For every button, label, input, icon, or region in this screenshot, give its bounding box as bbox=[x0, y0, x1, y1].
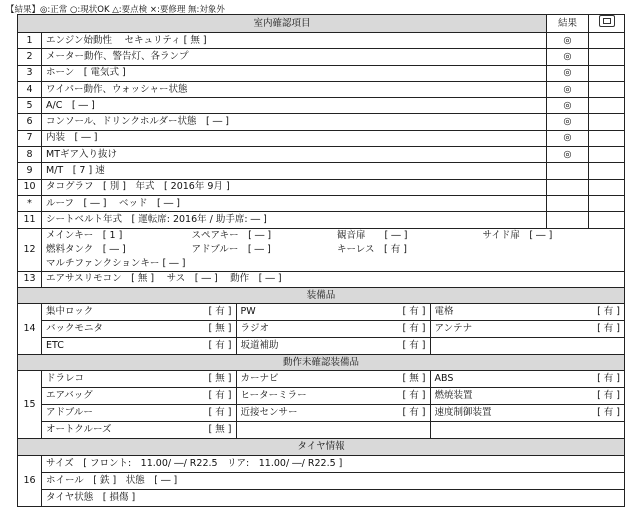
equipment-name: ETC bbox=[46, 340, 64, 352]
item-note bbox=[589, 195, 625, 211]
keys-entry: 燃料タンク [ ― ] bbox=[46, 243, 126, 255]
tire-line: タイヤ状態 [ 損傷 ] bbox=[42, 489, 624, 506]
item-result bbox=[547, 212, 589, 228]
equipment-status: [ 有 ] bbox=[597, 390, 621, 402]
item-number: 14 bbox=[18, 304, 42, 355]
equipment-status: [ 有 ] bbox=[208, 407, 232, 419]
keys-entry bbox=[479, 243, 625, 257]
item-number: 5 bbox=[18, 98, 42, 114]
equipment-entry bbox=[430, 371, 624, 388]
equipment-status: [ 有 ] bbox=[597, 373, 621, 385]
result-header: 結果 bbox=[547, 15, 589, 33]
equipment-name: アドブルー bbox=[46, 407, 93, 419]
equipment-status: [ 有 ] bbox=[597, 306, 621, 318]
item-row bbox=[18, 33, 625, 49]
tire-line: ホイール [ 鉄 ] 状態 [ ― ] bbox=[42, 472, 624, 489]
keys-entry: アドブルー [ ― ] bbox=[191, 243, 271, 255]
item-result: ◎ bbox=[547, 114, 589, 130]
equipment-name: ABS bbox=[434, 373, 454, 385]
equipment-name: 集中ロック bbox=[46, 306, 94, 318]
item-text: エンジン始動性 セキュリティ [ 無 ] bbox=[42, 33, 547, 49]
item-number: * bbox=[18, 195, 42, 211]
equipment-entry bbox=[42, 388, 236, 405]
equipment-entry bbox=[236, 338, 430, 355]
item-text: シートベルト年式 [ 運転席: 2016年 / 助手席: ― ] bbox=[42, 212, 547, 228]
item-note bbox=[589, 163, 625, 179]
tire-cell bbox=[42, 455, 625, 506]
equipment-name: ラジオ bbox=[240, 323, 270, 335]
item-row bbox=[18, 147, 625, 163]
keys-entry: メインキー [ 1 ] bbox=[46, 229, 123, 241]
item-result: ◎ bbox=[547, 147, 589, 163]
item-result: ◎ bbox=[547, 81, 589, 97]
keys-entry: 観音扉 [ ― ] bbox=[337, 229, 408, 241]
equipment-entry bbox=[236, 405, 430, 422]
item-result: ◎ bbox=[547, 33, 589, 49]
equipment-entry bbox=[430, 321, 624, 338]
equipment-name: 燃焼装置 bbox=[434, 390, 473, 402]
item-row bbox=[18, 130, 625, 146]
item-number: 2 bbox=[18, 49, 42, 65]
keys-entry: キーレス [ 有 ] bbox=[337, 243, 407, 255]
item-row bbox=[18, 114, 625, 130]
item-note bbox=[589, 49, 625, 65]
keys-entry: サイド扉 [ ― ] bbox=[482, 229, 553, 241]
equipment-status: [ 有 ] bbox=[402, 306, 426, 318]
tire-line: サイズ [ フロント: 11.00/ ―/ R22.5 リア: 11.00/ ―/ R22.5 ] bbox=[46, 457, 343, 469]
equipment-name: アンテナ bbox=[434, 323, 473, 335]
item-row-keys bbox=[18, 228, 625, 271]
item-note bbox=[589, 147, 625, 163]
equipment-entry bbox=[42, 338, 236, 355]
item-text: タコグラフ [ 別 ] 年式 [ 2016年 9月 ] bbox=[42, 179, 547, 195]
item-text: MTギア入り抜け bbox=[42, 147, 547, 163]
section-header-equipment bbox=[18, 287, 625, 303]
item-result: ◎ bbox=[547, 130, 589, 146]
item-text: ホーン [ 電気式 ] bbox=[42, 65, 547, 81]
section-title: 動作未確認装備品 bbox=[18, 355, 625, 371]
equipment-status: [ 無 ] bbox=[208, 424, 232, 436]
item-number: 11 bbox=[18, 212, 42, 228]
item-number: 4 bbox=[18, 81, 42, 97]
equipment-status: [ 有 ] bbox=[402, 407, 426, 419]
equipment-name: バックモニタ bbox=[46, 323, 104, 335]
item-result bbox=[547, 163, 589, 179]
item-text: ワイパー動作、ウォッシャー状態 bbox=[42, 81, 547, 97]
item-result bbox=[547, 179, 589, 195]
equipment-entry bbox=[42, 304, 236, 321]
item-row bbox=[18, 212, 625, 228]
inspection-sheet bbox=[17, 14, 625, 507]
item-text: 内装 [ ― ] bbox=[42, 130, 547, 146]
equipment-status: [ 無 ] bbox=[402, 373, 426, 385]
item-number: 3 bbox=[18, 65, 42, 81]
equipment-name: ヒーターミラー bbox=[240, 390, 307, 402]
equipment-status: [ 有 ] bbox=[402, 340, 426, 352]
equipment-status: [ 有 ] bbox=[208, 390, 232, 402]
equipment-entry bbox=[236, 304, 430, 321]
item-row bbox=[18, 98, 625, 114]
item-number: 10 bbox=[18, 179, 42, 195]
equipment-entry bbox=[430, 405, 624, 422]
item-text: エアサスリモコン [ 無 ] サス [ ― ] 動作 [ ― ] bbox=[42, 271, 625, 287]
equipment-entry bbox=[42, 321, 236, 338]
equipment-status: [ 有 ] bbox=[597, 407, 621, 419]
unconfirmed-row bbox=[18, 371, 625, 439]
item-text: M/T [ 7 ] 速 bbox=[42, 163, 547, 179]
equipment-entry bbox=[236, 422, 430, 439]
item-note bbox=[589, 179, 625, 195]
item-row bbox=[18, 163, 625, 179]
equipment-entry bbox=[430, 422, 624, 439]
section-header-interior bbox=[18, 15, 625, 33]
equipment-status: [ 有 ] bbox=[402, 390, 426, 402]
equipment-name: エアバッグ bbox=[46, 390, 93, 402]
tire-row bbox=[18, 455, 625, 506]
equipment-name: PW bbox=[240, 306, 256, 318]
section-title: 装備品 bbox=[18, 287, 625, 303]
keys-entry bbox=[479, 257, 625, 271]
copy-icon[interactable] bbox=[589, 15, 625, 33]
item-note bbox=[589, 114, 625, 130]
equipment-name: 速度制御装置 bbox=[434, 407, 492, 419]
equipment-name: 近接センサー bbox=[240, 407, 298, 419]
result-legend: 【結果】◎:正常 ○:現状OK △:要点検 ×:要修理 無:対象外 bbox=[6, 5, 225, 15]
item-number: 8 bbox=[18, 147, 42, 163]
item-result: ◎ bbox=[547, 98, 589, 114]
equipment-status: [ 有 ] bbox=[208, 306, 232, 318]
item-number: 16 bbox=[18, 455, 42, 506]
equipment-status: [ 有 ] bbox=[208, 340, 232, 352]
equipment-name: 坂道補助 bbox=[240, 340, 279, 352]
item-number: 15 bbox=[18, 371, 42, 439]
section-header-tire bbox=[18, 439, 625, 455]
item-number: 1 bbox=[18, 33, 42, 49]
equipment-status: [ 無 ] bbox=[208, 373, 232, 385]
keys-entry bbox=[333, 257, 479, 271]
equipment-status: [ 有 ] bbox=[402, 323, 426, 335]
item-number: 7 bbox=[18, 130, 42, 146]
item-row bbox=[18, 195, 625, 211]
equipment-name: オートクルーズ bbox=[46, 424, 112, 436]
item-row bbox=[18, 179, 625, 195]
equipment-status: [ 有 ] bbox=[597, 323, 621, 335]
item-number: 6 bbox=[18, 114, 42, 130]
section-header-unconfirmed bbox=[18, 355, 625, 371]
equipment-entry bbox=[236, 371, 430, 388]
item-number: 12 bbox=[18, 228, 42, 271]
item-number: 9 bbox=[18, 163, 42, 179]
equipment-entry bbox=[430, 304, 624, 321]
equipment-entry bbox=[42, 371, 236, 388]
item-row bbox=[18, 49, 625, 65]
unconfirmed-cell bbox=[42, 371, 625, 439]
section-title: タイヤ情報 bbox=[18, 439, 625, 455]
item-text: ルーフ [ ― ] ベッド [ ― ] bbox=[42, 195, 547, 211]
equipment-entry bbox=[42, 405, 236, 422]
item-note bbox=[589, 81, 625, 97]
item-note bbox=[589, 98, 625, 114]
item-result bbox=[547, 195, 589, 211]
item-note bbox=[589, 212, 625, 228]
equipment-name: 電格 bbox=[434, 306, 454, 318]
keys-entry: スペアキー [ ― ] bbox=[191, 229, 272, 241]
section-title: 室内確認項目 bbox=[18, 15, 547, 33]
item-text: A/C [ ― ] bbox=[42, 98, 547, 114]
keys-entry: マルチファンクションキー [ ― ] bbox=[46, 257, 186, 269]
equipment-entry bbox=[42, 422, 236, 439]
item-row bbox=[18, 81, 625, 97]
item-text: メーター動作、警告灯、各ランプ bbox=[42, 49, 547, 65]
item-note bbox=[589, 65, 625, 81]
item-number: 13 bbox=[18, 271, 42, 287]
equipment-entry bbox=[430, 388, 624, 405]
equipment-entry bbox=[430, 338, 624, 355]
equipment-status: [ 無 ] bbox=[208, 323, 232, 335]
item-row-airsus bbox=[18, 271, 625, 287]
item-row bbox=[18, 65, 625, 81]
equipment-name: カーナビ bbox=[240, 373, 279, 385]
item-note bbox=[589, 33, 625, 49]
keys-cell bbox=[42, 228, 625, 271]
item-result: ◎ bbox=[547, 65, 589, 81]
item-result: ◎ bbox=[547, 49, 589, 65]
keys-entry bbox=[188, 257, 334, 271]
equipment-cell bbox=[42, 304, 625, 355]
item-note bbox=[589, 130, 625, 146]
equipment-name: ドラレコ bbox=[46, 373, 85, 385]
item-text: コンソール、ドリンクホルダー状態 [ ― ] bbox=[42, 114, 547, 130]
equipment-entry bbox=[236, 388, 430, 405]
equipment-row bbox=[18, 304, 625, 355]
equipment-entry bbox=[236, 321, 430, 338]
